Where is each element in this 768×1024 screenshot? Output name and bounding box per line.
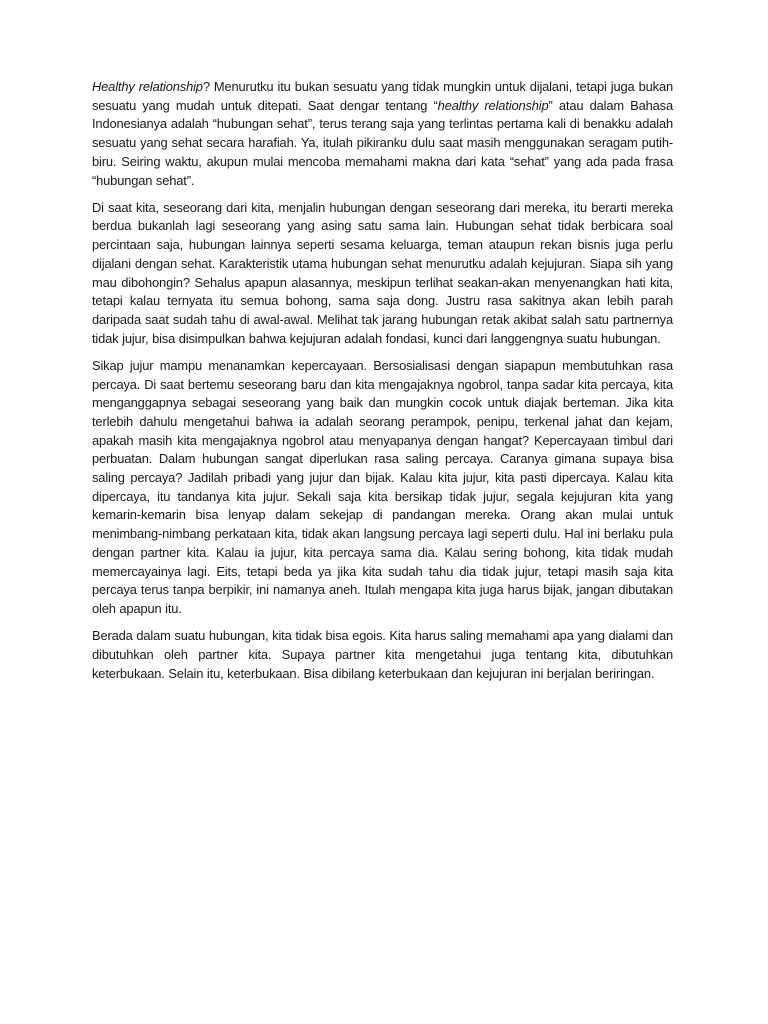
paragraph-3 <box>92 357 673 619</box>
paragraph-text: Berada dalam suatu hubungan, kita tidak bisa egois. Kita harus saling memahami apa yang dialami dan dibutuhkan oleh partner kita. Supaya partner kita mengetahui juga tentang kita, dibutuhkan keterbukaan. Selain itu, keterbukaan. Bisa dibilang keterbukaan dan kejujuran ini berjalan beriringan. <box>92 628 673 681</box>
italic-phrase: Healthy relationship <box>92 79 203 94</box>
paragraph-text: Sikap jujur mampu menanamkan kepercayaan. Bersosialisasi dengan siapapun membutuhkan rasa percaya. Di saat bertemu seseorang baru dan kita mengajaknya ngobrol, tanpa sadar kita percaya, kita menganggapnya sebagai seseorang yang baik dan mungkin cocok untuk diajak berteman. Jika kita terlebih dahulu mengetahui bahwa ia adalah seorang perampok, penipu, terkenal jahat dan kejam, apakah masih kita mengajaknya ngobrol atau menyapanya dengan hangat? Kepercayaan timbul dari perbuatan. Dalam hubungan sangat diperlukan rasa saling percaya. Caranya gimana supaya bisa saling percaya? Jadilah pribadi yang jujur dan bijak. Kalau kita jujur, kita pasti dipercaya. Kalau kita dipercaya, itu tandanya kita jujur. Sekali saja kita bersikap tidak jujur, segala kejujuran kita yang kemarin-kemarin bisa lenyap dalam sekejap di pandangan mereka. Orang akan mulai untuk menimbang-nimbang perkataan kita, tidak akan langsung percaya lagi seperti dulu. Hal ini berlaku pula dengan partner kita. Kalau ia jujur, kita percaya sama dia. Kalau sering bohong, kita tidak mudah memercayainya lagi. Eits, tetapi beda ya jika kita sudah tahu dia tidak jujur, tetapi masih saja kita percaya terus tanpa berpikir, ini namanya aneh. Itulah mengapa kita juga harus bijak, jangan dibutakan oleh apapun itu. <box>92 357 673 616</box>
italic-phrase: healthy relationship <box>437 97 549 113</box>
document-body <box>92 78 673 692</box>
paragraph-text: Di saat kita, seseorang dari kita, menjalin hubungan dengan seseorang dari mereka, itu berarti mereka berdua bukanlah lagi seseorang yang asing satu sama lain. Hubungan sehat tidak berbicara soal percintaan saja, hubungan lainnya seperti sesama keluarga, teman ataupun rekan bisnis juga perlu dijalani dengan sehat. Karakteristik utama hubungan sehat menurutku adalah kejujuran. Siapa sih yang mau dibohongin? Sehalus apapun alasannya, meskipun terlihat seakan-akan menyenangkan hati kita, tetapi kalau ternyata itu semua bohong, sama saja dong. Justru rasa sakitnya akan lebih parah daripada saat sudah tahu di awal-awal. Melihat tak jarang hubungan retak akibat salah satu partnernya tidak jujur, bisa disimpulkan bahwa kejujuran adalah fondasi, kunci dari langgengnya suatu hubungan. <box>92 199 673 346</box>
paragraph-text: ? Menurutku itu bukan sesuatu yang tidak mungkin untuk dijalani, tetapi juga bukan sesuatu yang mudah untuk ditepati. Saat dengar tentang “ <box>92 79 673 113</box>
paragraph-text: ” atau dalam Bahasa Indonesianya adalah “hubungan sehat”, terus terang saja yang terlintas pertama kali di benakku adalah sesuatu yang sehat secara harafiah. Ya, itulah pikiranku dulu saat masih menggunakan seragam putih-biru. Seiring waktu, akupun mulai mencoba memahami makna dari kata “sehat” yang ada pada frasa “hubungan sehat”. <box>92 97 673 188</box>
paragraph-4 <box>92 627 673 683</box>
paragraph-2 <box>92 199 673 349</box>
paragraph-1 <box>92 78 673 190</box>
